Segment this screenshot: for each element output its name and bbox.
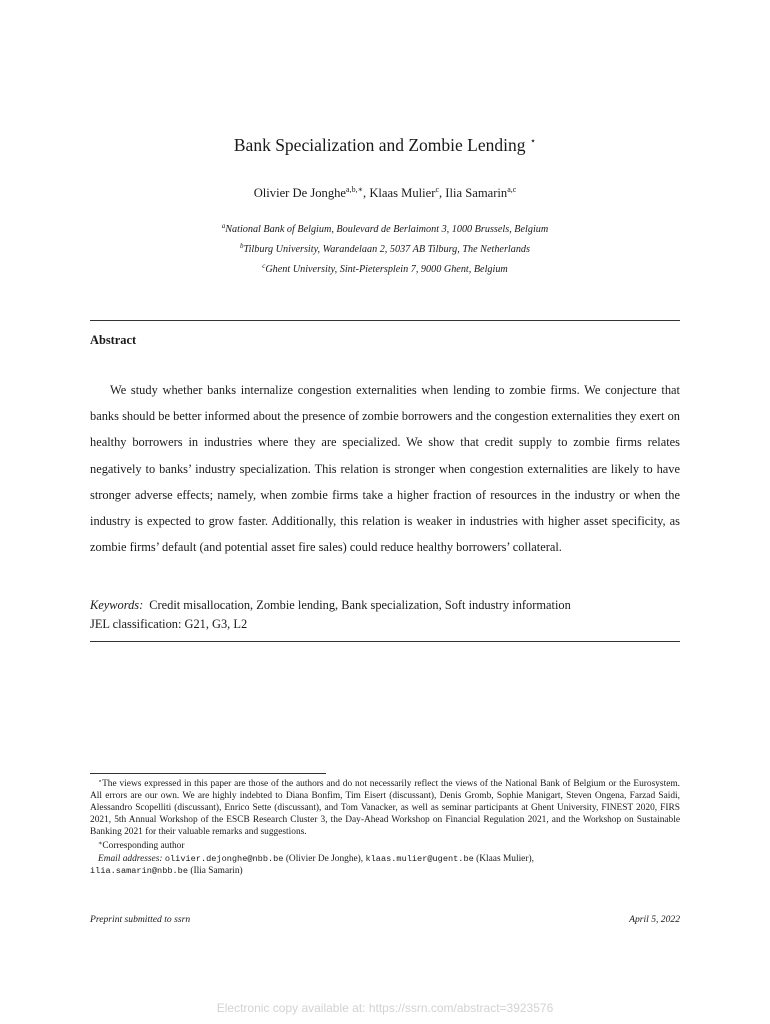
abstract-bottom-rule [90,641,680,642]
email-owner: (Olivier De Jonghe), [285,853,364,864]
email-owner: (Klaas Mulier), [476,853,534,864]
paper-title [0,135,770,156]
email-link[interactable]: olivier.dejonghe@nbb.be [164,853,284,864]
footnote-corresponding [90,838,680,852]
author-name: Olivier De Jonghe [253,186,347,200]
jel-classification: JEL classification: G21, G3, L2 [90,617,248,631]
footnote-acknowledgements [90,776,680,838]
keywords-block [90,596,680,634]
affiliation-text: National Bank of Belgium, Boulevard de Berlaimont 3, 1000 Brussels, Belgium [225,224,549,235]
abstract-top-rule [90,320,680,321]
author-name: Ilia Samarin [445,186,508,200]
affiliation [0,222,770,235]
title-footnote-marker: ⋆ [529,136,537,147]
author-name: Klaas Mulier [369,186,436,200]
footnote-emails [90,853,680,865]
footnote-acknowledgements-text: The views expressed in this paper are those of the authors and do not necessarily reflect the views of the National Bank of Belgium or the Eurosystem. All errors are our own. We are highly indebted to Diana Bonfim, Tim Eisert (discussant), Denis Gromb, Sophie Manigart, Steven Ongena, Farzad Saidi, Alessandro Scopelliti (discussant), Enrico Sette (discussant), and Tom Vanacker, as well as seminar participants at Ghent University, FINEST 2020, FIRS 2021, 5th Annual Workshop of the ESCB Research Cluster 3, the Day-Ahead Workshop on Financial Regulation 2021, and the Workshop on Sustainable Banking 2021 for their valuable remarks and suggestions. [90,779,680,838]
affiliation [0,242,770,255]
affiliation [0,262,770,275]
affiliation-marker: c [262,262,266,270]
email-owner: (Ilia Samarin) [190,865,243,876]
author-affiliation-marker: c [435,185,439,194]
affiliation-marker: b [240,242,244,250]
keywords-text: Credit misallocation, Zombie lending, Bank specialization, Soft industry information [149,598,571,612]
affiliation-text: Tilburg University, Warandelaan 2, 5037 AB Tilburg, The Netherlands [243,244,530,255]
footnote-corresponding-text: Corresponding author [102,841,185,852]
abstract-body: We study whether banks internalize congestion externalities when lending to zombie firms. We conjecture that banks should be better informed about the presence of zombie borrowers and the congestion externalities they exert on healthy borrowers in industries where they are specialized. We show that credit supply to zombie firms relates negatively to banks’ industry specialization. This relation is stronger when congestion externalities are likely to have stronger adverse effects; namely, when zombie firms take a higher fraction of resources in the industry or when the industry is expected to grow faster. Additionally, this relation is weaker in industries with higher asset specificity, as zombie firms’ default (and potential asset fire sales) could reduce healthy borrowers’ collateral. [90,383,680,555]
preprint-note: Preprint submitted to ssrn [90,914,191,925]
footnote-rule [90,773,326,774]
author-separator: , [439,186,446,200]
footnote-marker: ⋆ [98,778,103,785]
affiliation-text: Ghent University, Sint-Pietersplein 7, 9000 Ghent, Belgium [265,264,508,275]
email-link[interactable]: ilia.samarin@nbb.be [90,865,188,876]
email-label: Email addresses: [98,853,163,864]
paper-title-text: Bank Specialization and Zombie Lending [233,135,526,155]
keywords-line [90,596,680,615]
author-affiliation-marker: a,c [507,185,517,194]
footnote-emails-cont [90,865,680,877]
email-link[interactable]: klaas.mulier@ugent.be [365,853,474,864]
footnotes [90,776,680,877]
author-affiliation-marker: a,b,∗ [346,185,364,194]
footnote-marker: ∗ [98,840,103,848]
affiliation-marker: a [221,222,226,230]
preprint-date: April 5, 2022 [629,914,680,925]
abstract-heading: Abstract [90,333,137,347]
author-list [0,185,770,201]
keywords-label: Keywords: [90,598,144,612]
author-separator: , [363,186,370,200]
ssrn-watermark: Electronic copy available at: https://ssrn.com/abstract=3923576 [216,1001,554,1015]
